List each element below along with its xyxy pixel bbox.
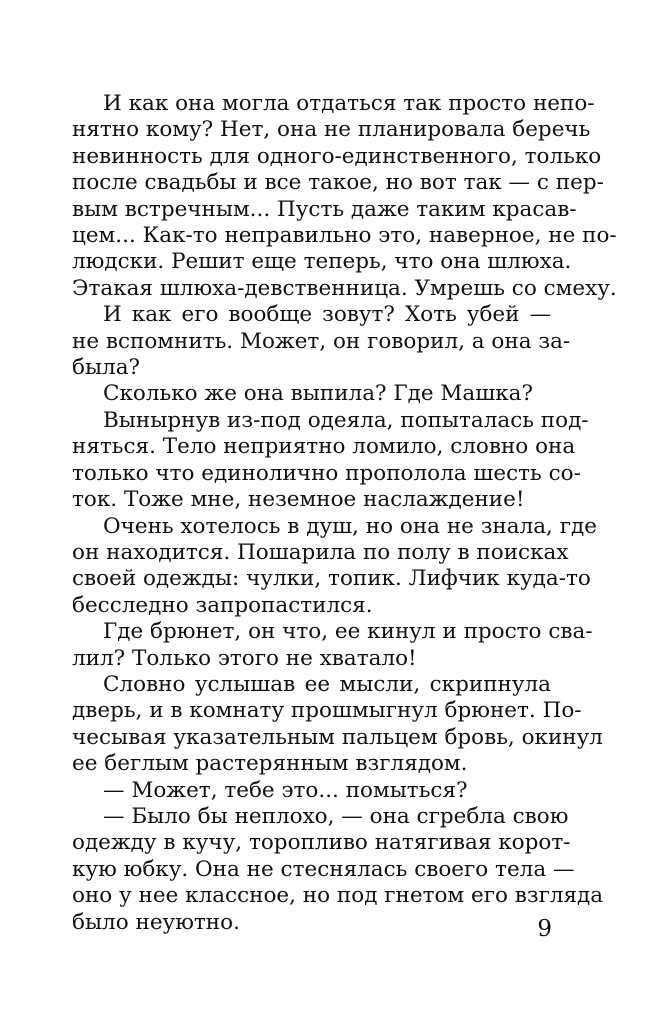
paragraph	[72, 778, 551, 804]
text-line: он находится. Пошарила по полу в поисках	[72, 539, 569, 565]
text-line: И как она могла отдаться так просто непо-	[103, 91, 595, 116]
text-line: лил? Только этого не хватало!	[72, 645, 417, 671]
text-line: Вынырнув из-под одеяла, попыталась под-	[103, 407, 589, 433]
text-line: не вспомнить. Может, он говорил, а она за-	[72, 328, 571, 354]
text-line: кую юбку. Она не стеснялась своего тела —	[72, 856, 575, 882]
text-line: нятно кому? Нет, она не планировала беречь	[72, 117, 591, 143]
text-line: чесывая указательным пальцем бровь, окинул	[72, 724, 603, 750]
text-line: — Было бы неплохо, — она сгребла свою	[103, 803, 569, 829]
text-line: была?	[72, 355, 141, 381]
paragraph	[72, 513, 597, 620]
text-line: цем... Как-то неправильно это, наверное, не по-	[72, 223, 617, 249]
text-line: после свадьбы и все такое, но вот так — с пер-	[72, 170, 604, 196]
text-line: невинность для одного-единственного, только	[72, 143, 602, 169]
text-line: И как его вообще зовут? Хоть убей —	[103, 302, 551, 328]
text-line: было неуютно.	[72, 909, 240, 935]
paragraph	[72, 803, 604, 936]
text-line: оно у нее классное, но под гнетом его взгляда	[72, 883, 604, 909]
text-line: Этакая шлюха-девственница. Умрешь со смеху.	[72, 275, 617, 301]
text-line: своей одежды: чулки, топик. Лифчик куда-то	[72, 566, 591, 592]
text-line: людски. Решит еще теперь, что она шлюха.	[72, 249, 572, 275]
text-line: няться. Тело неприятно ломило, словно она	[72, 434, 576, 460]
paragraph	[72, 671, 603, 778]
text-line: ее беглым растерянным взглядом.	[72, 751, 468, 777]
text-line: — Может, тебе это... помыться?	[103, 777, 468, 803]
text-line: Сколько же она выпила? Где Машка?	[103, 381, 534, 407]
page-number: 9	[537, 916, 552, 942]
paragraph	[72, 91, 617, 302]
text-line: Словно услышав ее мысли, скрипнула	[103, 671, 551, 697]
text-line: дверь, и в комнату прошмыгнул брюнет. По-	[72, 698, 582, 724]
paragraph	[72, 407, 589, 514]
text-line: вым встречным... Пусть даже таким красав-	[72, 196, 577, 222]
book-page-text	[72, 91, 617, 936]
paragraph	[72, 302, 571, 381]
text-line: только что единолично прополола шесть со-	[72, 460, 581, 486]
paragraph	[72, 381, 551, 407]
text-line: бесследно запропастился.	[72, 592, 373, 618]
text-line: ток. Тоже мне, неземное наслаждение!	[72, 487, 525, 513]
paragraph	[72, 619, 593, 672]
text-line: одежду в кучу, торопливо натягивая корот-	[72, 830, 571, 856]
text-line: Очень хотелось в душ, но она не знала, где	[103, 513, 597, 539]
text-line: Где брюнет, он что, ее кинул и просто сва-	[103, 619, 593, 645]
